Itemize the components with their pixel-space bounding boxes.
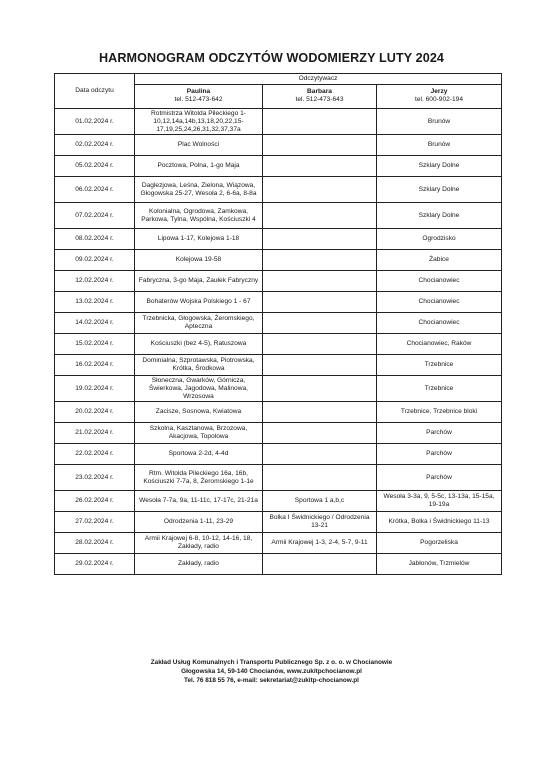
jerzy-cell: Chocianowiec, Raków [377,334,502,355]
jerzy-cell: Parchów [377,444,502,465]
paulina-cell: Zacisze, Sosnowa, Kwiatowa [135,402,263,423]
table-row [55,250,502,271]
date-cell: 16.02.2024 r. [55,355,135,376]
table-row [55,334,502,355]
date-cell: 13.02.2024 r. [55,292,135,313]
paulina-cell: Daglezjowa, Leśna, Zielona, Wiązowa, Głogowska 25-27, Wesoła 2, 6-6a, 8-8a [135,177,263,203]
date-cell: 20.02.2024 r. [55,402,135,423]
date-column-header: Data odczytu [55,74,135,109]
reader-header-barbara [263,84,377,108]
barbara-cell [263,376,377,402]
document-title: HARMONOGRAM ODCZYTÓW WODOMIERZY LUTY 2024 [98,51,445,65]
date-cell: 26.02.2024 r. [55,491,135,512]
table-row [55,533,502,554]
paulina-cell: Kościuszki (bez 4-5), Ratuszowa [135,334,263,355]
company-footer [0,659,543,685]
barbara-cell [263,156,377,177]
barbara-cell: Armii Krajowej 1-3, 2-4, 5-7, 9-11 [263,533,377,554]
barbara-cell [263,465,377,491]
paulina-cell: Zakłady, radio [135,554,263,575]
table-row [55,444,502,465]
paulina-cell: Armii Krajowej 6-8, 10-12, 14-16, 18, Zakłady, radio [135,533,263,554]
barbara-cell: Bolka I Świdnickiego / Odrodzenia 13-21 [263,512,377,533]
barbara-cell [263,423,377,444]
table-row [55,177,502,203]
paulina-cell: Dominialna, Szprotawska, Piotrowska, Krótka, Środkowa [135,355,263,376]
jerzy-cell: Żabice [377,250,502,271]
reader-phone: tel. 512-473-642 [174,96,223,104]
barbara-cell: Sportowa 1 a,b,c [263,491,377,512]
reader-name: Jerzy [430,88,448,96]
date-cell: 19.02.2024 r. [55,376,135,402]
barbara-cell [263,109,377,135]
paulina-cell: Sportowa 2-2d, 4-4d [135,444,263,465]
date-cell: 29.02.2024 r. [55,554,135,575]
date-cell: 15.02.2024 r. [55,334,135,355]
table-row [55,423,502,444]
date-cell: 21.02.2024 r. [55,423,135,444]
paulina-cell: Pocztowa, Polna, 1-go Maja [135,156,263,177]
date-cell: 09.02.2024 r. [55,250,135,271]
reader-header-jerzy [377,84,502,108]
table-row [55,292,502,313]
jerzy-cell: Trzebnice [377,355,502,376]
jerzy-cell: Wesoła 3-3a, 9, 5-5c, 13-13a, 15-15a, 19-19a [377,491,502,512]
date-cell: 05.02.2024 r. [55,156,135,177]
paulina-cell: Bohaterów Wojska Polskiego 1 - 67 [135,292,263,313]
table-row [55,271,502,292]
paulina-cell: Wesoła 7-7a, 9a, 11-11c, 17-17c, 21-21a [135,491,263,512]
reader-phone: tel. 600-902-194 [414,96,464,104]
barbara-cell [263,250,377,271]
barbara-cell [263,444,377,465]
reader-header-paulina [135,84,263,108]
footer-company-name: Zakład Usług Komunalnych i Transportu Publicznego Sp. z o. o. w Chocianowie [150,659,393,666]
table-row [55,156,502,177]
table-row [55,491,502,512]
barbara-cell [263,229,377,250]
table-row [55,512,502,533]
table-row [55,465,502,491]
jerzy-cell: Ogrodzisko [377,229,502,250]
barbara-cell [263,554,377,575]
date-cell: 01.02.2024 r. [55,109,135,135]
table-row [55,313,502,334]
jerzy-cell: Chocianowiec [377,313,502,334]
jerzy-cell: Trzebnice [377,376,502,402]
paulina-cell: Plac Wolności [135,135,263,156]
table-row [55,135,502,156]
date-cell: 07.02.2024 r. [55,203,135,229]
barbara-cell [263,313,377,334]
barbara-cell [263,177,377,203]
paulina-cell: Słoneczna, Gwarków, Górnicza, Świerkowa, Jagodowa, Malinowa, Wrzosowa [135,376,263,402]
date-cell: 27.02.2024 r. [55,512,135,533]
date-cell: 14.02.2024 r. [55,313,135,334]
jerzy-cell: Chocianowiec [377,292,502,313]
jerzy-cell: Szklary Dolne [377,203,502,229]
table-row [55,203,502,229]
barbara-cell [263,402,377,423]
reader-group-header: Odczytywacz [135,74,502,85]
jerzy-cell: Trzebnice, Trzebnice bloki [377,402,502,423]
barbara-cell [263,271,377,292]
jerzy-cell: Parchów [377,465,502,491]
paulina-cell: Odrodzenia 1-11, 23-29 [135,512,263,533]
paulina-cell: Trzebnicka, Głogowska, Żeromskiego, Apteczna [135,313,263,334]
jerzy-cell: Szklary Dolne [377,177,502,203]
table-row [55,355,502,376]
table-row [55,376,502,402]
barbara-cell [263,355,377,376]
paulina-cell: Rtm. Witolda Pileckiego 16a, 16b, Kościuszki 7-7a, 8, Żeromskiego 1-1e [135,465,263,491]
paulina-cell: Kolejowa 19-58 [135,250,263,271]
jerzy-cell: Szklary Dolne [377,156,502,177]
table-row [55,554,502,575]
paulina-cell: Lipowa 1-17, Kolejowa 1-18 [135,229,263,250]
jerzy-cell: Krótka, Bolka i Świdnickiego 11-13 [377,512,502,533]
table-row [55,402,502,423]
jerzy-cell: Jabłonów, Trzmielów [377,554,502,575]
reader-name: Paulina [186,88,211,96]
table-row [55,109,502,135]
paulina-cell: Rotmistrza Witolda Pileckiego 1-10,12,14a,14b,13,18,20,22,15-17,19,25,24,26,31,32,37,37a [135,109,263,135]
paulina-cell: Fabryczna, 3-go Maja, Zaułek Fabryczny [135,271,263,292]
jerzy-cell: Brunów [377,135,502,156]
jerzy-cell: Pogorzeliska [377,533,502,554]
date-cell: 02.02.2024 r. [55,135,135,156]
barbara-cell [263,135,377,156]
footer-contact: Tel. 76 818 55 76, e-mail: sekretariat@zukitp-chocianow.pl [184,676,359,684]
jerzy-cell: Parchów [377,423,502,444]
table-row [55,229,502,250]
jerzy-cell: Chocianowiec [377,271,502,292]
date-cell: 06.02.2024 r. [55,177,135,203]
reader-phone: tel. 512-473-643 [295,96,344,104]
paulina-cell: Kolonialna, Ogrodowa, Zamkowa, Parkowa, Tylna, Wspólna, Kościuszki 4 [135,203,263,229]
paulina-cell: Szkolna, Kasztanowa, Brzozowa, Akacjowa, Topolowa [135,423,263,444]
schedule-rows [55,109,502,575]
date-cell: 12.02.2024 r. [55,271,135,292]
barbara-cell [263,292,377,313]
date-cell: 23.02.2024 r. [55,465,135,491]
reading-schedule-table [54,73,502,575]
date-cell: 08.02.2024 r. [55,229,135,250]
footer-address: Głogowska 14, 59-140 Chocianów, www.zukitpchocianow.pl [181,667,362,675]
jerzy-cell: Brunów [377,109,502,135]
barbara-cell [263,203,377,229]
barbara-cell [263,334,377,355]
reader-name: Barbara [307,88,332,96]
date-cell: 28.02.2024 r. [55,533,135,554]
date-cell: 22.02.2024 r. [55,444,135,465]
